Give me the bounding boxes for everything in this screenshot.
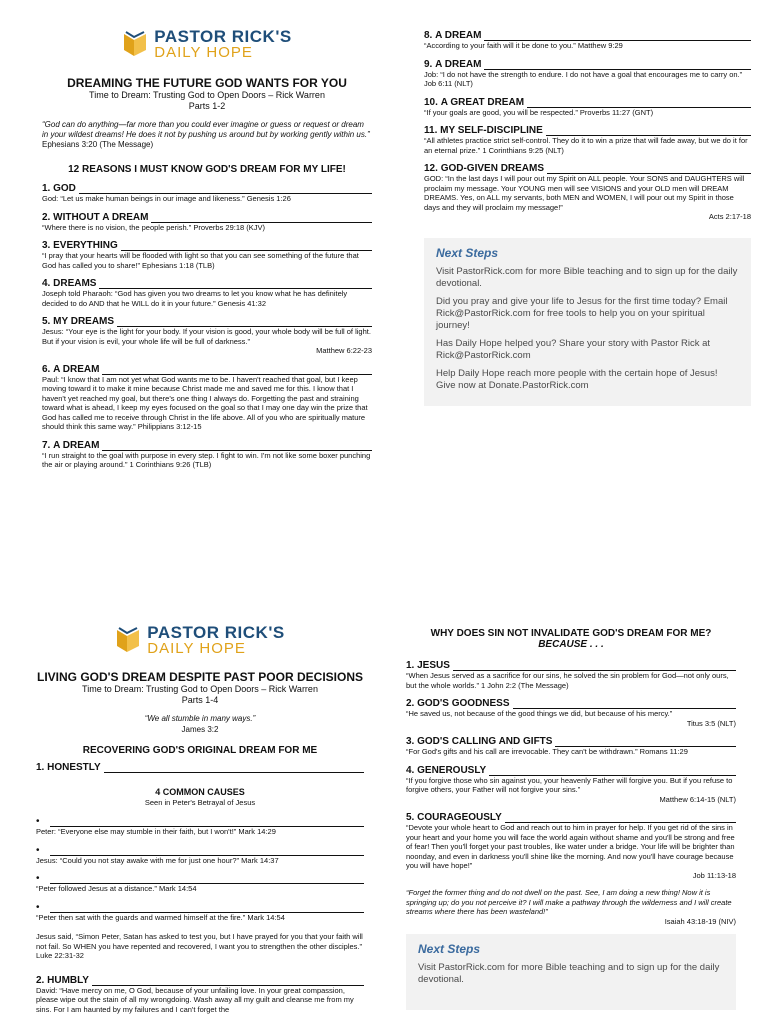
item-number: 9. bbox=[424, 58, 433, 70]
item-title: DREAMS bbox=[53, 278, 97, 289]
bullet-icon: • bbox=[36, 816, 40, 827]
item-text: Joseph told Pharaoh: “God has given you two dreams to let you know what he has definitely decided to do AND that he WILL do it in your future.” Genesis 41:32 bbox=[42, 289, 348, 308]
item-number: 4. bbox=[406, 764, 415, 776]
opening-quote: “We all stumble in many ways.” bbox=[144, 714, 256, 723]
item-heading bbox=[424, 59, 751, 70]
item-heading bbox=[42, 183, 372, 194]
item-title: GOD-GIVEN DREAMS bbox=[440, 163, 545, 174]
list-item bbox=[42, 278, 372, 308]
cause-text: “Peter followed Jesus at a distance.” Mark 14:54 bbox=[36, 884, 197, 893]
item-text: Paul: “I know that I am not yet what God wants me to be. I haven't reached that goal, but I keep moving toward it to make it mine because Christ made me and saved me for this. I know that I haven't yet reached my goal, but there's one thing I always do. Forgetting the past and straining toward what is ahead, I keep my eyes focused on the goal so that I may one day win the prize that God has called me to receive through Christ in the life above. All of you who are spiritually mature should think this same way.” Philippians 3:12-15 bbox=[42, 374, 368, 431]
cause-blank bbox=[36, 902, 364, 913]
item-title: GENEROUSLY bbox=[417, 764, 487, 776]
list-item bbox=[406, 660, 736, 690]
page1-left bbox=[42, 28, 372, 470]
item-number: 1. bbox=[406, 660, 415, 671]
item-humbly bbox=[36, 975, 364, 986]
list-item bbox=[424, 59, 751, 89]
item-text: “When Jesus served as a sacrifice for our sins, he solved the sin problem for God—not only ours, but the whole worlds.” 1 John 2:2 (The Message) bbox=[406, 671, 729, 690]
item-number: 2. bbox=[406, 698, 415, 709]
section-heading: 12 REASONS I MUST KNOW GOD'S DREAM FOR MY LIFE! bbox=[68, 164, 346, 175]
cause-text: Jesus: “Could you not stay awake with me for just one hour?” Mark 14:37 bbox=[36, 855, 279, 865]
page1-right bbox=[424, 30, 751, 406]
item-title: HUMBLY bbox=[47, 974, 89, 986]
item-heading bbox=[42, 278, 372, 289]
item-text: Job: “I do not have the strength to endure. I do not have a goal that encourages me to carry on.” Job 6:11 (NLT) bbox=[424, 69, 743, 88]
list-item bbox=[42, 316, 372, 356]
quote-text: “God can do anything—far more than you could ever imagine or guess or request or dream in your wildest dreams! He does it not by pushing us around but by working gently within us.” bbox=[42, 120, 370, 139]
fill-in-line bbox=[546, 125, 751, 136]
causes-subtitle: Seen in Peter's Betrayal of Jesus bbox=[144, 798, 256, 807]
item-text: “He saved us, not because of the good things we did, but because of his mercy.” bbox=[406, 709, 673, 718]
item-title: A DREAM bbox=[435, 30, 482, 41]
item-number: 2. bbox=[42, 211, 51, 223]
item-text: “If you forgive those who sin against you, your heavenly Father will forgive you. But if you refuse to forgive others, your Father will not forgive your sins.” bbox=[406, 775, 733, 794]
page2-left bbox=[36, 624, 364, 1014]
item-ref: Matthew 6:14-15 (NLT) bbox=[659, 794, 736, 804]
fill-in-line bbox=[121, 240, 372, 251]
list-item bbox=[406, 736, 736, 757]
bullet-icon: • bbox=[36, 901, 40, 913]
logo-flag-icon bbox=[122, 30, 148, 58]
list-item bbox=[406, 765, 736, 805]
isaiah-quote: “Forget the former thing and do not dwell on the past. See, I am doing a new thing! Now it is springing up; do you not perceive it? I will make a pathway through the wilderness and I will create streams where there has been wasteland!” bbox=[406, 888, 732, 916]
item-title: MY DREAMS bbox=[53, 316, 115, 327]
item-heading bbox=[424, 125, 751, 136]
fill-in-line bbox=[453, 660, 736, 671]
item-title: WITHOUT A DREAM bbox=[53, 211, 149, 223]
opening-quote bbox=[42, 120, 372, 150]
list-item bbox=[406, 698, 736, 728]
fill-in-line bbox=[555, 736, 736, 747]
item-heading bbox=[424, 97, 751, 108]
cause-text: “Peter then sat with the guards and warmed himself at the fire.” Mark 14:54 bbox=[36, 912, 285, 922]
item-title: A DREAM bbox=[435, 58, 482, 70]
fill-in-line bbox=[50, 875, 364, 884]
list-item bbox=[42, 440, 372, 470]
fill-in-line bbox=[102, 364, 372, 375]
list-item bbox=[42, 183, 372, 204]
jesus-said-text: Jesus said, “Simon Peter, Satan has asked to test you, but I have prayed for you that your faith will not fail. So WHEN you have repented and recovered, I want you to strengthen the other disciples.” Luke 22:31-32 bbox=[36, 932, 363, 960]
fill-in-line bbox=[92, 975, 364, 986]
fill-in-line bbox=[104, 762, 364, 773]
item-title: GOD'S CALLING AND GIFTS bbox=[417, 736, 553, 747]
reasons-list bbox=[42, 183, 372, 470]
causes-title: 4 COMMON CAUSES bbox=[155, 787, 245, 797]
next-steps-box bbox=[424, 238, 751, 406]
item-heading bbox=[406, 812, 736, 823]
item-text: “I run straight to the goal with purpose in every step. I fight to win. I'm not like some boxer punching the air or playing around.” 1 Corinthians 9:26 (TLB) bbox=[42, 450, 371, 469]
logo-bottom: DAILY HOPE bbox=[147, 640, 246, 657]
item-number: 7. bbox=[42, 439, 51, 451]
next-steps-title: Next Steps bbox=[436, 245, 499, 260]
fill-in-line bbox=[489, 765, 736, 776]
item-ref: Job 11:13-18 bbox=[692, 870, 736, 880]
item-ref: Titus 3:5 (NLT) bbox=[686, 718, 736, 728]
item-text: “If your goals are good, you will be respected.” Proverbs 11:27 (GNT) bbox=[424, 107, 654, 117]
next-steps-p1: Visit PastorRick.com for more Bible teaching and to sign up for the daily devotional. bbox=[418, 962, 720, 985]
fill-in-line bbox=[527, 97, 751, 108]
item-number: 4. bbox=[42, 278, 51, 289]
section-heading-because: BECAUSE . . . bbox=[538, 639, 604, 650]
item-number: 5. bbox=[406, 812, 415, 823]
item-number: 1. bbox=[42, 183, 51, 194]
item-heading bbox=[42, 212, 372, 223]
because-list bbox=[406, 660, 736, 880]
logo-bottom: DAILY HOPE bbox=[154, 44, 253, 61]
cause-blank bbox=[36, 873, 364, 884]
humbly-text: David: “Have mercy on me, O God, because of your unfailing love. In your great compassion, please wipe out the stain of all my wrongdoing. Wash away all my guilt and cleanse me from my sins. For I am haunted by my failures and I can't forget the bbox=[36, 985, 354, 1014]
item-text: GOD: “In the last days I will pour out my Spirit on ALL people. Your SONS and DAUGHTERS will proclaim my message. Your YOUNG men will see VISIONS and your OLD men will DREAM DREAMS. Yes, on ALL my servants, both MEN and WOMEN, I will pour out my Spirit in those days and they will proclaim my message!” bbox=[424, 174, 745, 212]
cause-blank bbox=[36, 816, 364, 827]
fill-in-line bbox=[99, 278, 372, 289]
list-item bbox=[42, 212, 372, 233]
item-title: GOD bbox=[53, 183, 76, 194]
item-title: A DREAM bbox=[53, 363, 100, 375]
fill-in-line bbox=[505, 812, 736, 823]
fill-in-line bbox=[117, 316, 372, 327]
list-item bbox=[424, 30, 751, 51]
item-number: 3. bbox=[42, 240, 51, 251]
item-ref: Matthew 6:22-23 bbox=[316, 346, 372, 355]
item-ref: Acts 2:17-18 bbox=[708, 212, 751, 221]
page-title: LIVING GOD'S DREAM DESPITE PAST POOR DECISIONS bbox=[36, 670, 363, 684]
causes-list bbox=[36, 816, 364, 922]
next-steps-p3: Has Daily Hope helped you? Share your story with Pastor Rick at Rick@PastorRick.com bbox=[436, 337, 711, 361]
item-number: 8. bbox=[424, 30, 433, 41]
item-text: Jesus: “Your eye is the light for your body. If your vision is good, your whole body will be full of light. But if your vision is evil, your whole life will be full of darkness.” bbox=[42, 327, 371, 346]
item-heading bbox=[42, 316, 372, 327]
fill-in-line bbox=[50, 904, 364, 913]
item-number: 2. bbox=[36, 974, 45, 986]
item-heading bbox=[424, 163, 751, 174]
item-heading bbox=[406, 660, 736, 671]
quote-ref: James 3:2 bbox=[181, 725, 219, 734]
item-heading bbox=[42, 240, 372, 251]
item-text: “According to your faith will it be done to you.” Matthew 9:29 bbox=[424, 41, 623, 50]
item-heading bbox=[406, 698, 736, 709]
item-title: GOD'S GOODNESS bbox=[417, 698, 510, 709]
logo-flag-icon bbox=[115, 626, 141, 654]
item-heading bbox=[42, 440, 372, 451]
item-title: MY SELF-DISCIPLINE bbox=[440, 125, 543, 136]
list-item bbox=[406, 812, 736, 880]
item-title: A DREAM bbox=[53, 439, 100, 451]
fill-in-line bbox=[484, 59, 751, 70]
reasons-list-continued bbox=[424, 30, 751, 222]
bullet-icon: • bbox=[36, 844, 40, 856]
list-item bbox=[424, 163, 751, 222]
cause-blank bbox=[36, 845, 364, 856]
item-heading bbox=[406, 736, 736, 747]
logo-top: PASTOR RICK'S bbox=[154, 27, 292, 46]
item-text: “Devote your whole heart to God and reach out to him in prayer for help. If you get rid of the sins in your heart and your home you will face the world again without shame and you'll be strong and free of fear! Then you'll forget your past troubles, like water under a bridge. Your life will be brighter than noonday, and even in darkness you'll shine like the morning. And now you'll have courage because you will have hope!” bbox=[406, 823, 735, 870]
item-number: 10. bbox=[424, 96, 438, 108]
item-number: 3. bbox=[406, 736, 415, 747]
item-honestly bbox=[36, 762, 364, 773]
logo bbox=[42, 28, 372, 60]
page-parts: Parts 1-4 bbox=[181, 695, 219, 705]
page-parts: Parts 1-2 bbox=[188, 101, 226, 111]
next-steps-p2: Did you pray and give your life to Jesus for the first time today? Email Rick@PastorRick.com for free tools to help you on your spiritual journey! bbox=[436, 295, 728, 331]
logo-top: PASTOR RICK'S bbox=[147, 623, 285, 642]
next-steps-box-2 bbox=[406, 934, 736, 1010]
item-title: JESUS bbox=[417, 660, 450, 671]
next-steps-p4: Help Daily Hope reach more people with the certain hope of Jesus! Give now at Donate.PastorRick.com bbox=[436, 367, 718, 391]
item-text: God: “Let us make human beings in our image and likeness.” Genesis 1:26 bbox=[42, 194, 291, 203]
next-steps-p1: Visit PastorRick.com for more Bible teaching and to sign up for the daily devotional. bbox=[436, 265, 738, 289]
item-number: 1. bbox=[36, 762, 45, 773]
logo-2 bbox=[36, 624, 364, 656]
item-number: 6. bbox=[42, 363, 51, 375]
fill-in-line bbox=[50, 847, 364, 856]
isaiah-ref: Isaiah 43:18-19 (NIV) bbox=[664, 916, 736, 926]
fill-in-line bbox=[513, 698, 736, 709]
fill-in-line bbox=[151, 212, 372, 223]
bullet-icon: • bbox=[36, 873, 40, 884]
list-item bbox=[424, 125, 751, 155]
fill-in-line bbox=[547, 163, 751, 174]
item-text: “All athletes practice strict self-control. They do it to win a prize that will fade away, but we do it for an eternal prize.” 1 Corinthians 9:25 (NLT) bbox=[424, 136, 748, 155]
next-steps-title: Next Steps bbox=[418, 942, 481, 956]
fill-in-line bbox=[484, 30, 751, 41]
page2-right bbox=[406, 628, 736, 1010]
item-title: COURAGEOUSLY bbox=[417, 812, 502, 823]
item-number: 5. bbox=[42, 316, 51, 327]
fill-in-line bbox=[102, 440, 372, 451]
cause-text: Peter: “Everyone else may stumble in their faith, but I won't!” Mark 14:29 bbox=[36, 827, 276, 836]
item-heading bbox=[42, 364, 372, 375]
item-title: HONESTLY bbox=[47, 762, 101, 773]
page-title: DREAMING THE FUTURE GOD WANTS FOR YOU bbox=[67, 76, 347, 90]
fill-in-line bbox=[79, 183, 372, 194]
list-item bbox=[424, 97, 751, 118]
section-heading: RECOVERING GOD'S ORIGINAL DREAM FOR ME bbox=[82, 745, 318, 756]
page-subtitle: Time to Dream: Trusting God to Open Doors – Rick Warren bbox=[82, 684, 318, 694]
fill-in-line bbox=[50, 818, 364, 827]
item-text: “Where there is no vision, the people perish.” Proverbs 29:18 (KJV) bbox=[42, 222, 266, 232]
item-number: 11. bbox=[424, 125, 438, 136]
item-number: 12. bbox=[424, 163, 438, 174]
section-heading: WHY DOES SIN NOT INVALIDATE GOD'S DREAM FOR ME? bbox=[430, 628, 712, 639]
item-title: A GREAT DREAM bbox=[440, 96, 525, 108]
item-text: “For God's gifts and his call are irrevocable. They can't be withdrawn.” Romans 11:29 bbox=[406, 747, 688, 756]
item-title: EVERYTHING bbox=[53, 240, 118, 251]
quote-ref: Ephesians 3:20 (The Message) bbox=[42, 140, 154, 149]
page-subtitle: Time to Dream: Trusting God to Open Doors – Rick Warren bbox=[89, 90, 325, 100]
item-heading bbox=[406, 765, 736, 776]
item-text: “I pray that your hearts will be flooded with light so that you can see something of the future that God has called you to share!” Ephesians 1:18 (TLB) bbox=[42, 251, 359, 270]
list-item bbox=[42, 364, 372, 432]
list-item bbox=[42, 240, 372, 270]
item-heading bbox=[424, 30, 751, 41]
